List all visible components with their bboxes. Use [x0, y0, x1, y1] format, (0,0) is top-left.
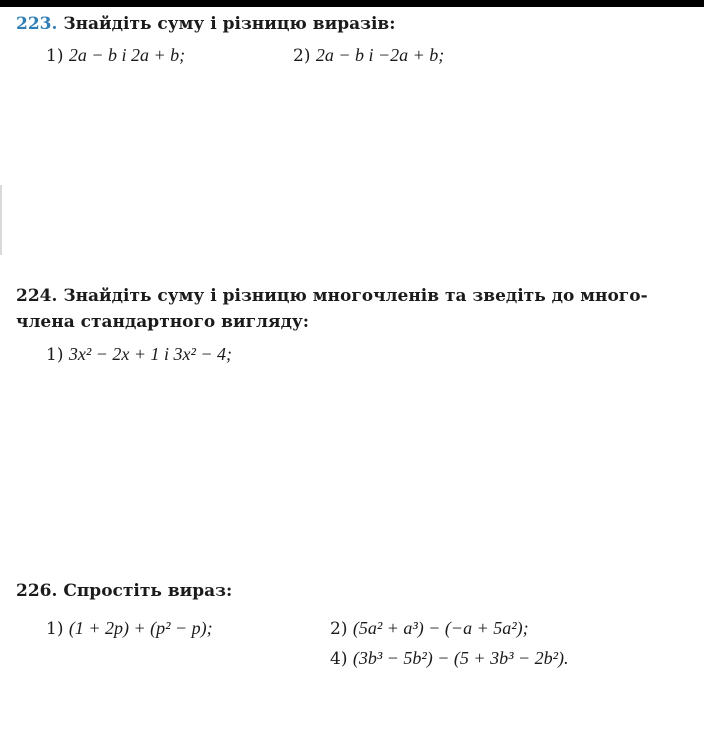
- item-expression: 2a − b і −2a + b;: [315, 45, 445, 65]
- item-expression: (5a² + a³) − (−a + 5a²);: [352, 618, 529, 638]
- problem-226-item-4: [330, 647, 569, 670]
- problem-224-item-1: [46, 343, 232, 366]
- item-marker: 4): [330, 649, 348, 669]
- item-expression: 3x² − 2x + 1 і 3x² − 4;: [68, 344, 233, 364]
- problem-223-heading: [16, 13, 395, 35]
- item-expression: (3b³ − 5b²) − (5 + 3b³ − 2b²).: [352, 648, 569, 668]
- item-marker: 1): [46, 46, 64, 66]
- problem-224-number: 224.: [16, 286, 58, 306]
- item-marker: 1): [46, 345, 64, 365]
- item-marker: 1): [46, 619, 64, 639]
- problem-226-number: 226.: [16, 581, 58, 601]
- item-expression: (1 + 2p) + (p² − p);: [68, 618, 213, 638]
- problem-226-item-1: [46, 617, 213, 640]
- problem-224-title-line1: Знайдіть суму і різницю многочленів та зведіть до много-: [63, 286, 648, 306]
- problem-224-heading-line1: [16, 285, 648, 307]
- item-marker: 2): [293, 46, 311, 66]
- problem-223-item-2: [293, 44, 444, 67]
- top-border: [0, 0, 704, 7]
- item-marker: 2): [330, 619, 348, 639]
- problem-226-title: Спростіть вираз:: [63, 581, 233, 601]
- problem-223-item-1: [46, 44, 185, 67]
- item-expression: 2a − b і 2a + b;: [68, 45, 186, 65]
- problem-223-number: 223.: [16, 14, 58, 34]
- problem-223-title: Знайдіть суму і різницю виразів:: [63, 14, 396, 34]
- problem-226-heading: [16, 580, 232, 602]
- problem-226-item-2: [330, 617, 529, 640]
- scan-edge: [0, 185, 2, 255]
- problem-224-title-line2: члена стандартного вигляду:: [16, 312, 310, 332]
